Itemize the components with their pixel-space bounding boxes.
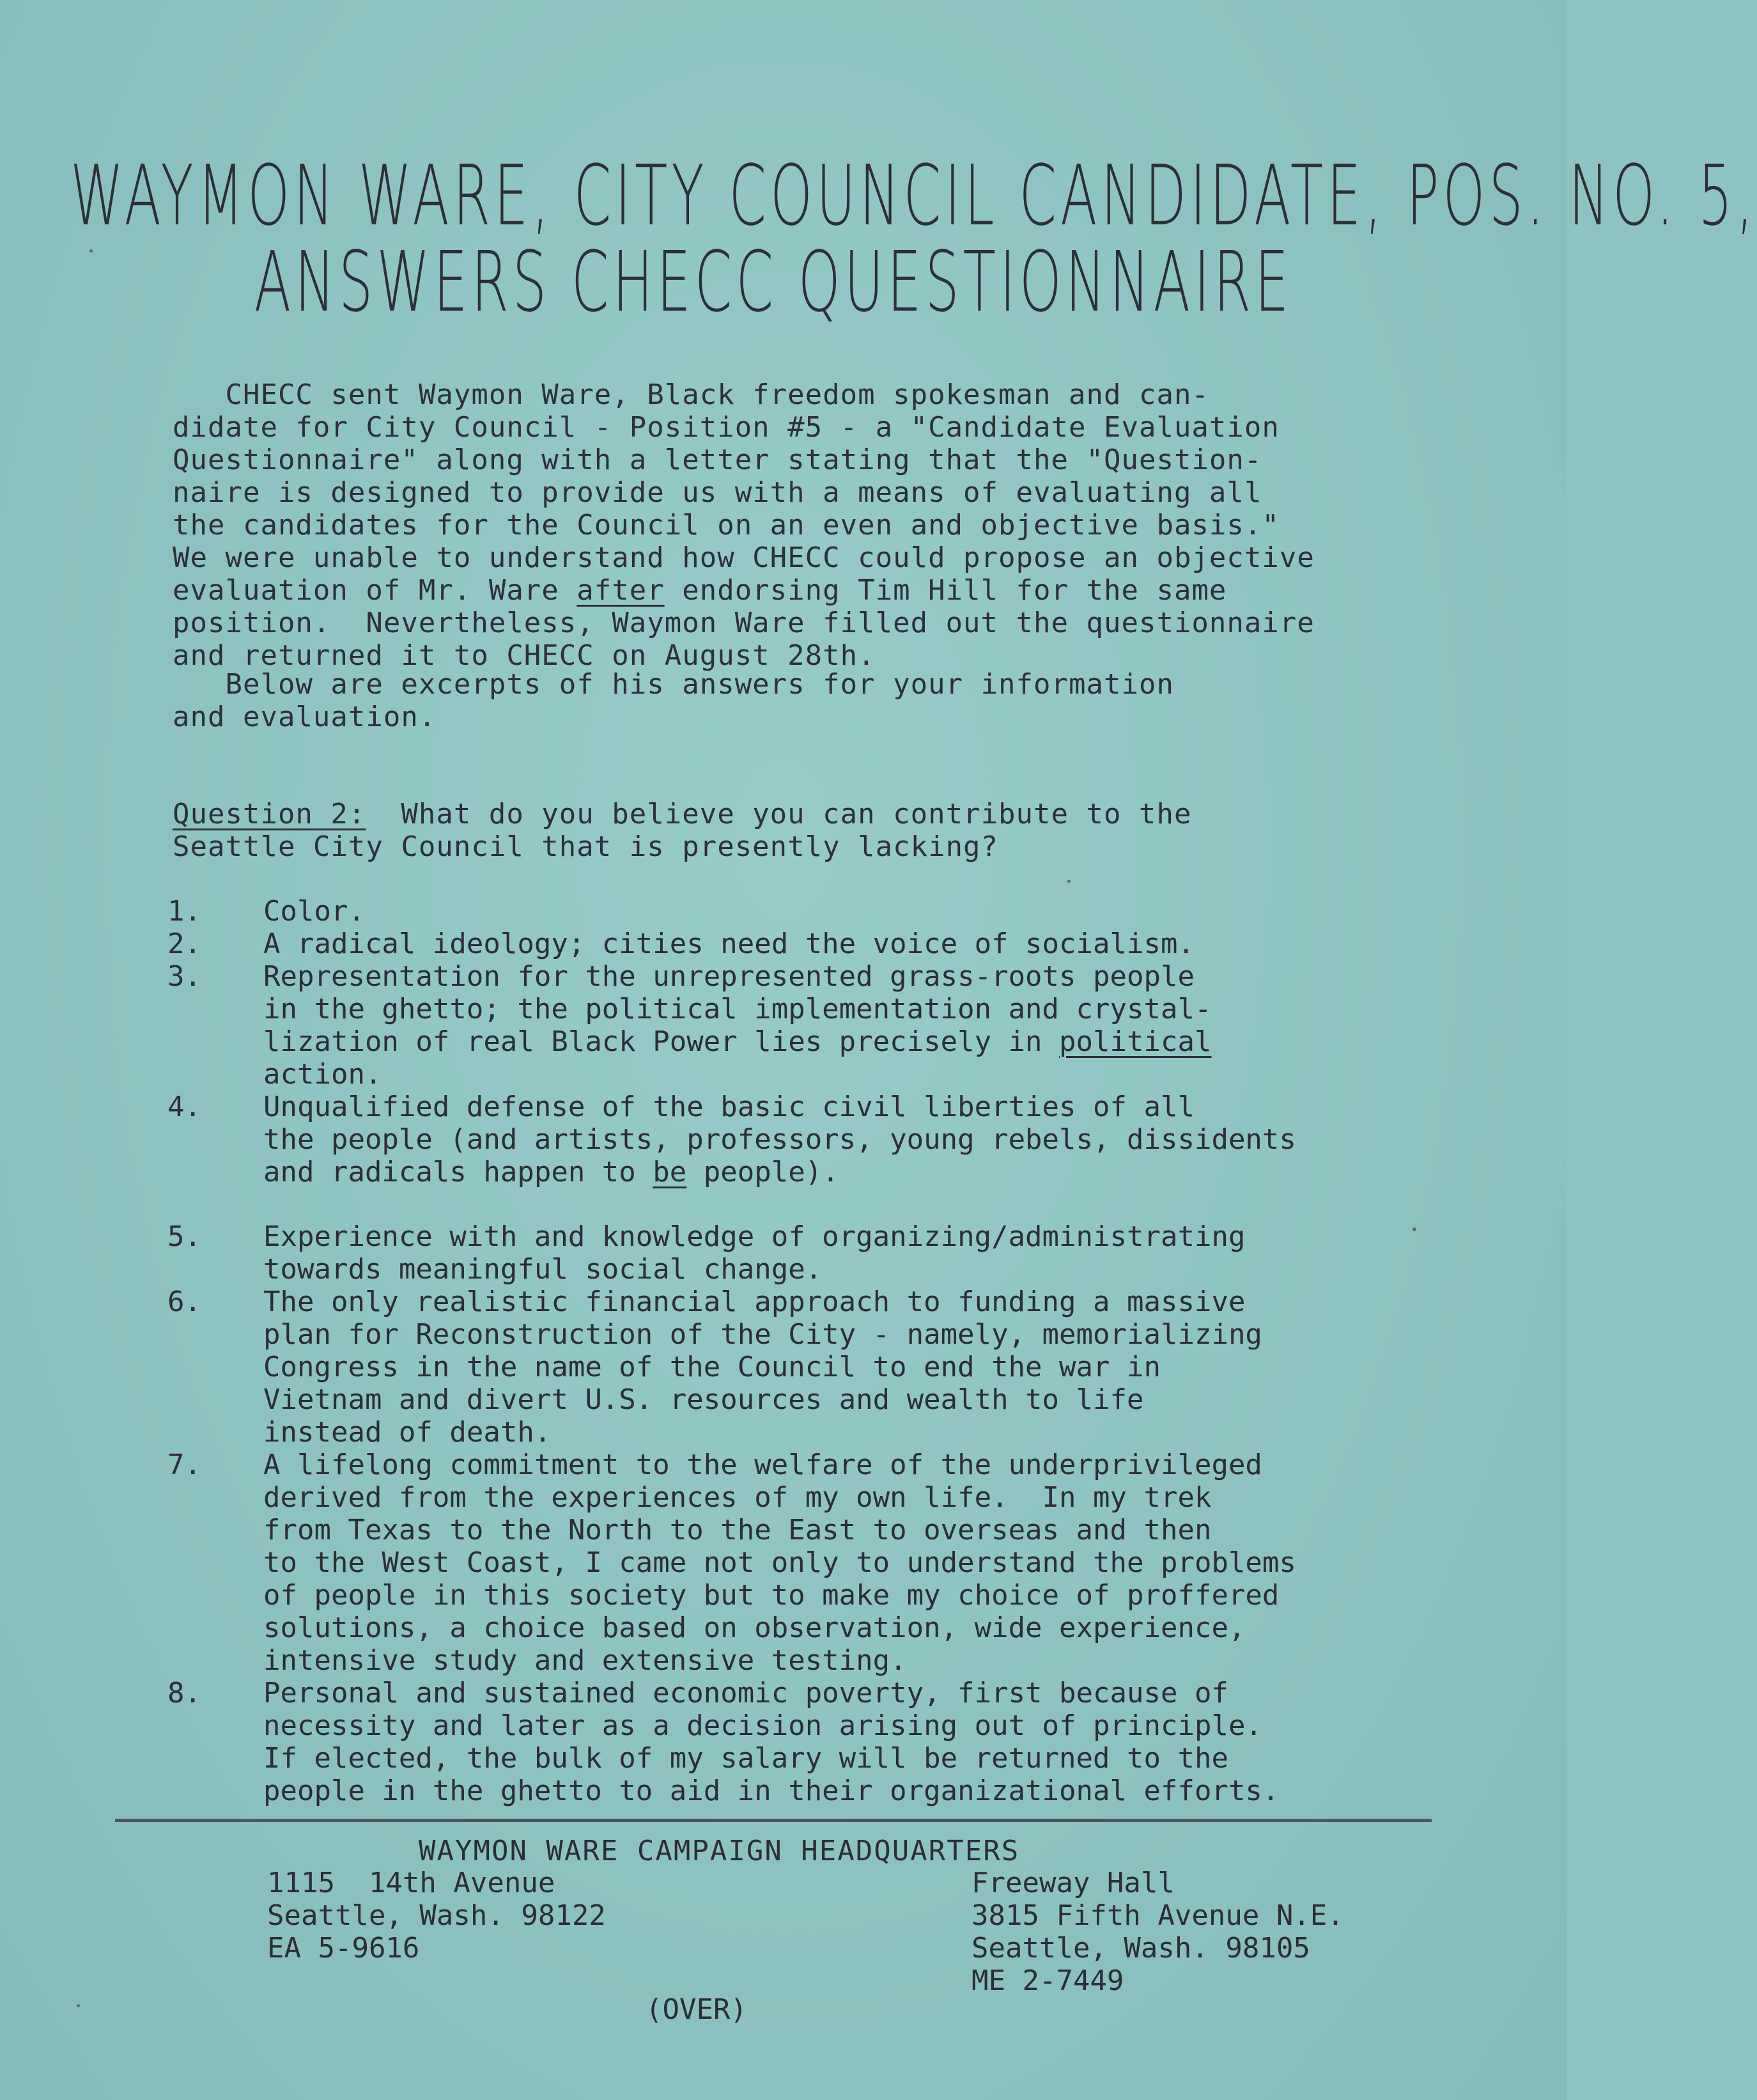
item-number: 2. xyxy=(167,928,201,960)
question-label: Question 2: xyxy=(173,798,366,830)
item-text-a: Representation for the unrepresented grass-roots people in the ghetto; the political implementation and crystal- lization of real Black Power lies precisely in xyxy=(263,960,1212,1058)
headline-line-2: ANSWERS CHECC QUESTIONNAIRE xyxy=(254,233,1293,331)
item-number: 5. xyxy=(167,1220,201,1253)
headline-line-1: WAYMON WARE, CITY COUNCIL CANDIDATE, POS. NO. 5, xyxy=(70,147,1757,244)
question-block xyxy=(173,798,1191,863)
item-number: 7. xyxy=(167,1449,201,1481)
item-text xyxy=(263,1091,1296,1188)
intro-text-b: endorsing Tim Hill for the same position. Nevertheless, Waymon Ware filled out the questionnaire and returned it to CHECC on August 28th. xyxy=(173,574,1315,672)
address-left: 1115 14th Avenue Seattle, Wash. 98122 EA 5-9616 xyxy=(267,1867,606,1964)
item-number: 8. xyxy=(167,1677,201,1709)
list-item xyxy=(167,960,1446,1091)
item-text-b: people). xyxy=(686,1156,839,1188)
campaign-hq-heading: WAYMON WARE CAMPAIGN HEADQUARTERS xyxy=(419,1835,1020,1867)
list-item xyxy=(167,1091,1446,1188)
footer-divider xyxy=(115,1819,1432,1822)
item-number: 6. xyxy=(167,1286,201,1318)
item-number: 4. xyxy=(167,1091,201,1123)
paper-speck xyxy=(1413,1227,1416,1231)
item-underlined-word: be xyxy=(653,1156,687,1188)
intro-text-a: CHECC sent Waymon Ware, Black freedom spokesman and can- didate for City Council - Position #5 - a "Candidate Evaluation Questionnaire" along with a letter stating that the "Question- naire is designed to provide us with a means of evaluating all the candidates for the Council on an even and objective basis." We were unable to understand how CHECC could propose an objective evaluation of Mr. Ware xyxy=(173,378,1315,607)
item-underlined-word: political xyxy=(1059,1025,1212,1058)
item-text: Color. xyxy=(263,895,365,928)
item-text: Personal and sustained economic poverty, first because of necessity and later as a decision arising out of principle. If elected, the bulk of my salary will be returned to the people in the ghetto to aid in their organizational efforts. xyxy=(263,1677,1280,1807)
intro-paragraph-2: Below are excerpts of his answers for your information and evaluation. xyxy=(173,668,1174,733)
over-note: (OVER) xyxy=(646,1993,747,2026)
item-text: Experience with and knowledge of organizing/administrating towards meaningful social change. xyxy=(263,1220,1246,1286)
list-item xyxy=(167,1286,1446,1449)
paper-speck xyxy=(89,249,93,253)
spacer xyxy=(167,1188,1446,1220)
item-text xyxy=(263,960,1211,1091)
item-text: The only realistic financial approach to funding a massive plan for Reconstruction of the City - namely, memorializing Congress in the name of the Council to end the war in Vietnam and divert U.S. resources and wealth to life instead of death. xyxy=(263,1286,1262,1449)
list-item xyxy=(167,928,1446,960)
item-text-a: Unqualified defense of the basic civil liberties of all the people (and artists, professors, young rebels, dissidents and radicals happen to xyxy=(263,1091,1296,1188)
intro-underlined-word: after xyxy=(577,574,665,607)
intro-paragraph xyxy=(173,378,1315,672)
answer-list xyxy=(167,895,1446,1807)
address-right: Freeway Hall 3815 Fifth Avenue N.E. Seattle, Wash. 98105 ME 2-7449 xyxy=(971,1867,1344,1997)
list-item xyxy=(167,1220,1446,1286)
list-item xyxy=(167,1677,1446,1807)
list-item xyxy=(167,1449,1446,1677)
item-number: 1. xyxy=(167,895,201,928)
question-text: What do you believe you can contribute to the Seattle City Council that is presently lacking? xyxy=(173,798,1192,863)
paper-speck xyxy=(77,2004,80,2007)
item-text: A radical ideology; cities need the voice of socialism. xyxy=(263,928,1195,960)
item-text: A lifelong commitment to the welfare of the underprivileged derived from the experiences of my own life. In my trek from Texas to the North to the East to overseas and then to the West Coast, I came not only to understand the problems of people in this society but to make my choice of proffered solutions, a choice based on observation, wide experience, intensive study and extensive testing. xyxy=(263,1449,1296,1677)
item-text-b: action. xyxy=(263,1058,382,1091)
paper-speck xyxy=(1067,880,1071,883)
list-item xyxy=(167,895,1446,928)
item-number: 3. xyxy=(167,960,201,993)
